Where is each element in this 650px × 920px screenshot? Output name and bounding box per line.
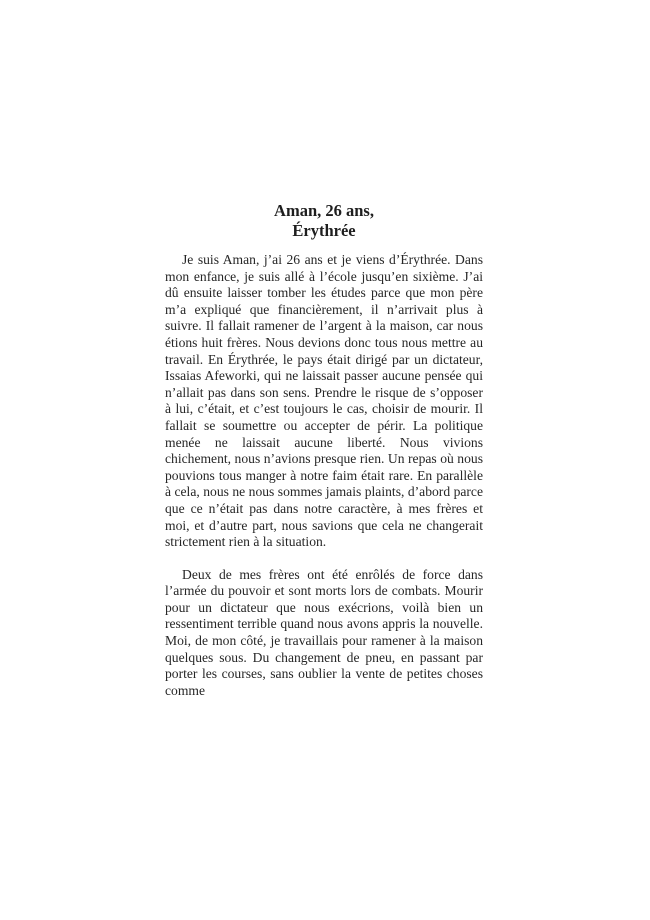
chapter-title-line-1: Aman, 26 ans, [274, 201, 374, 220]
chapter-title-line-2: Érythrée [292, 221, 356, 240]
body-text [165, 252, 483, 699]
paragraph-1: Je suis Aman, j’ai 26 ans et je viens d’Érythrée. Dans mon enfance, je suis allé à l’école jusqu’en sixième. J’ai dû ensuite laisser tomber les études parce que mon père m’a expliqué que financièrement, il n’arrivait plus à suivre. Il fallait ramener de l’argent à la maison, car nous étions huit frères. Nous devions donc tous nous mettre au travail. En Érythrée, le pays était dirigé par un dictateur, Issaias Afeworki, qui ne laissait passer aucune pensée qui n’allait pas dans son sens. Prendre le risque de s’opposer à lui, c’était, et c’est toujours le cas, choisir de mourir. Il fallait se soumettre ou accepter de périr. La politique menée ne laissait aucune liberté. Nous vivions chichement, nous n’avions presque rien. Un repas où nous pouvions tous manger à notre faim était rare. En parallèle à cela, nous ne nous sommes jamais plaints, d’abord parce que ce n’était pas dans notre caractère, à mes frères et moi, et d’autre part, nous savions que cela ne changerait strictement rien à la situation. [165, 252, 483, 550]
paragraph-2: Deux de mes frères ont été enrôlés de force dans l’armée du pouvoir et sont morts lors de combats. Mourir pour un dictateur que nous exécrions, voilà bien un ressentiment terrible quand nous avons appris la nouvelle. Moi, de mon côté, je travaillais pour ramener à la maison quelques sous. Du changement de pneu, en passant par porter les courses, sans oublier la vente de petites choses comme [165, 566, 483, 698]
chapter-title [165, 201, 483, 241]
